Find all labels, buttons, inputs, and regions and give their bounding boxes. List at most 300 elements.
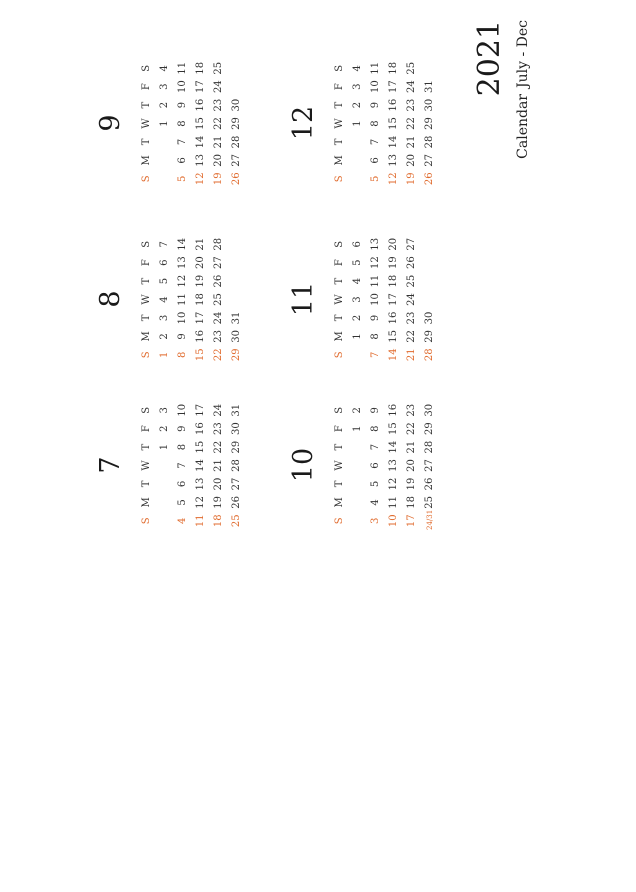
day-cell: 1 <box>352 333 363 340</box>
month-block <box>289 214 439 364</box>
day-cell: 9 <box>177 425 188 432</box>
day-cell: 2 <box>352 407 363 414</box>
weekday-header-sunday: S <box>141 175 152 183</box>
week-row <box>349 59 367 188</box>
day-cell: 4 <box>370 499 381 506</box>
week-row <box>192 59 210 188</box>
day-cell: 7 <box>159 241 170 248</box>
day-cell: 4 <box>159 65 170 72</box>
week-row <box>421 235 439 364</box>
week-row <box>156 59 174 188</box>
empty-day-cell <box>156 456 174 474</box>
week-row <box>192 235 210 364</box>
day-cell: 23 <box>213 98 224 112</box>
day-cell: 17 <box>388 293 399 306</box>
week-row <box>156 401 174 530</box>
sunday-day-cell: 14 <box>388 348 399 362</box>
empty-day-cell <box>349 456 367 474</box>
empty-day-cell <box>349 512 367 530</box>
week-row <box>385 235 403 364</box>
empty-day-cell <box>421 272 439 290</box>
day-cell: 28 <box>213 237 224 251</box>
day-cell: 8 <box>177 120 188 127</box>
weekday-header: S <box>334 240 345 248</box>
weekday-header: M <box>141 331 152 342</box>
empty-day-cell <box>421 235 439 253</box>
day-cell: 19 <box>388 256 399 270</box>
year-title: 2021 <box>472 20 507 97</box>
day-cell: 12 <box>370 256 381 270</box>
month-grid <box>331 401 439 530</box>
day-cell: 14 <box>195 135 206 149</box>
day-cell: 27 <box>213 256 224 270</box>
empty-day-cell <box>349 170 367 188</box>
empty-day-cell <box>156 512 174 530</box>
empty-day-cell <box>421 59 439 77</box>
sunday-day-cell: 26 <box>424 172 435 186</box>
sunday-day-cell: 12 <box>388 172 399 186</box>
day-cell: 10 <box>177 311 188 325</box>
sunday-day-cell: 29 <box>231 348 242 362</box>
sunday-day-cell: 25 <box>231 514 242 528</box>
day-cell: 30 <box>424 311 435 325</box>
month-number: 10 <box>288 447 319 483</box>
day-cell: 13 <box>195 477 206 491</box>
day-cell: 27 <box>231 477 242 491</box>
week-row <box>192 401 210 530</box>
day-cell: 3 <box>159 407 170 414</box>
day-cell: 15 <box>388 117 399 130</box>
day-cell: 30 <box>231 98 242 112</box>
day-cell: 31 <box>231 403 242 417</box>
subtitle-label: Calendar <box>515 94 531 159</box>
week-row <box>210 401 228 530</box>
sunday-day-cell: 19 <box>406 172 417 186</box>
weekday-header-row <box>331 235 349 364</box>
day-cell: 16 <box>388 311 399 325</box>
month-number: 8 <box>95 290 126 308</box>
day-cell: 9 <box>370 407 381 414</box>
day-cell: 29 <box>424 330 435 343</box>
month-number: 9 <box>95 114 126 132</box>
day-cell: 7 <box>177 462 188 469</box>
day-cell: 12 <box>195 496 206 509</box>
weekday-header: T <box>334 101 345 109</box>
day-cell: 29 <box>424 422 435 436</box>
day-cell: 2 <box>159 333 170 340</box>
day-cell: 20 <box>388 237 399 251</box>
day-cell: 2 <box>352 101 363 109</box>
day-cell: 25 <box>213 293 224 306</box>
day-cell: 17 <box>195 80 206 94</box>
day-cell: 21 <box>406 440 417 454</box>
empty-day-cell <box>349 493 367 511</box>
empty-day-cell <box>349 346 367 364</box>
week-row <box>385 401 403 530</box>
day-cell: 23 <box>406 98 417 112</box>
day-cell: 21 <box>406 135 417 149</box>
weekday-header: F <box>141 83 152 91</box>
sunday-day-cell: 15 <box>195 348 206 362</box>
weekday-header: S <box>334 64 345 72</box>
day-cell: 6 <box>370 462 381 469</box>
day-cell: 18 <box>388 274 399 288</box>
sunday-day-cell: 26 <box>231 172 242 186</box>
month-block <box>96 38 246 188</box>
empty-day-cell <box>156 475 174 493</box>
day-cell: 23 <box>406 311 417 325</box>
weekday-header-sunday: S <box>141 517 152 525</box>
day-cell: 11 <box>177 293 188 306</box>
month-block <box>289 38 439 188</box>
week-row <box>421 59 439 188</box>
day-cell: 6 <box>177 157 188 164</box>
empty-day-cell <box>228 253 246 271</box>
day-cell: 24 <box>213 80 224 94</box>
weekday-header: T <box>334 314 345 322</box>
day-cell: 22 <box>406 117 417 130</box>
day-cell: 11 <box>370 61 381 75</box>
day-cell: 1 <box>352 120 363 127</box>
day-cell: 3 <box>159 83 170 90</box>
day-cell: 19 <box>406 477 417 491</box>
weekday-header: S <box>141 406 152 414</box>
month-number: 7 <box>95 456 126 474</box>
day-cell: 26 <box>213 274 224 288</box>
month-grid <box>138 401 246 530</box>
empty-day-cell <box>349 133 367 151</box>
weekday-header-row <box>138 59 156 188</box>
day-cell: 6 <box>370 157 381 164</box>
day-cell: 6 <box>352 241 363 248</box>
day-cell: 18 <box>388 61 399 75</box>
day-cell: 7 <box>177 138 188 146</box>
day-cell: 31 <box>424 80 435 94</box>
weekday-header: F <box>334 83 345 91</box>
day-cell: 23 <box>406 403 417 417</box>
month-block <box>96 380 246 530</box>
weekday-header-sunday: S <box>141 351 152 359</box>
day-cell: 20 <box>195 256 206 270</box>
day-cell: 14 <box>388 135 399 149</box>
week-row <box>228 59 246 188</box>
week-row <box>367 401 385 530</box>
weekday-header: T <box>141 277 152 285</box>
day-cell: 30 <box>424 98 435 112</box>
week-row <box>210 235 228 364</box>
day-cell: 22 <box>213 440 224 454</box>
day-cell: 16 <box>195 422 206 436</box>
empty-day-cell <box>156 170 174 188</box>
weekday-header: T <box>334 277 345 285</box>
weekday-header: W <box>141 460 152 471</box>
day-cell: 10 <box>177 80 188 94</box>
weekday-header: T <box>334 138 345 146</box>
weekday-header: T <box>141 480 152 488</box>
day-cell: 16 <box>388 403 399 417</box>
day-cell: 12 <box>388 477 399 491</box>
sunday-day-cell: 28 <box>424 348 435 362</box>
day-cell: 28 <box>231 135 242 149</box>
weekday-header: F <box>334 425 345 433</box>
day-cell: 15 <box>388 330 399 343</box>
weekday-header-row <box>138 401 156 530</box>
day-cell: 6 <box>177 480 188 488</box>
empty-day-cell <box>228 77 246 95</box>
month-block <box>96 214 246 364</box>
weekday-header: F <box>141 425 152 433</box>
week-row <box>403 235 421 364</box>
week-row <box>228 401 246 530</box>
day-cell: 2 <box>159 425 170 432</box>
sunday-day-cell: 10 <box>388 514 399 528</box>
day-cell: 15 <box>388 422 399 436</box>
day-cell: 8 <box>177 443 188 451</box>
month-grid <box>331 59 439 188</box>
week-row <box>367 235 385 364</box>
day-cell: 17 <box>195 403 206 417</box>
title-block <box>473 20 533 200</box>
month-grid <box>138 235 246 364</box>
empty-day-cell <box>228 235 246 253</box>
day-cell: 3 <box>352 83 363 90</box>
empty-day-cell <box>349 151 367 169</box>
empty-day-cell <box>228 290 246 308</box>
day-cell: 24 <box>213 403 224 417</box>
day-cell: 21 <box>195 237 206 251</box>
day-cell: 25 <box>213 61 224 75</box>
day-cell: 7 <box>370 138 381 146</box>
day-cell: 5 <box>370 480 381 488</box>
weekday-header: F <box>334 259 345 267</box>
empty-day-cell <box>228 59 246 77</box>
month-grid <box>138 59 246 188</box>
weekday-header: T <box>141 101 152 109</box>
weekday-header: S <box>334 406 345 414</box>
day-cell: 4 <box>159 296 170 303</box>
week-row <box>156 235 174 364</box>
day-cell: 11 <box>370 274 381 288</box>
subtitle <box>513 20 533 200</box>
day-cell: 26 <box>406 256 417 270</box>
day-cell: 29 <box>231 440 242 454</box>
weekday-header: S <box>141 64 152 72</box>
day-cell: 27 <box>424 459 435 472</box>
weekday-header: W <box>334 460 345 471</box>
weekday-header: M <box>334 155 345 166</box>
day-cell: 3 <box>352 296 363 303</box>
weekday-header: M <box>141 155 152 166</box>
day-cell: 16 <box>195 98 206 112</box>
day-cell: 28 <box>424 440 435 454</box>
day-cell: 13 <box>177 256 188 270</box>
day-cell: 28 <box>424 135 435 149</box>
week-row <box>174 401 192 530</box>
day-cell: 4 <box>352 277 363 285</box>
day-cell: 27 <box>406 237 417 251</box>
day-cell: 25 <box>424 496 435 509</box>
day-cell: 13 <box>388 154 399 167</box>
weekday-header: W <box>334 294 345 305</box>
empty-day-cell <box>156 133 174 151</box>
day-cell: 25 <box>406 61 417 75</box>
weekday-header: W <box>141 294 152 305</box>
day-cell: 1 <box>159 120 170 127</box>
sunday-day-cell: 22 <box>213 348 224 362</box>
day-cell: 18 <box>406 496 417 509</box>
day-cell: 18 <box>195 293 206 306</box>
month-number: 11 <box>288 281 319 317</box>
day-cell: 1 <box>159 443 170 451</box>
day-cell: 3 <box>159 314 170 322</box>
day-cell: 25 <box>406 274 417 288</box>
sunday-day-cell: 19 <box>213 172 224 186</box>
day-cell: 10 <box>177 403 188 417</box>
day-cell: 30 <box>231 422 242 436</box>
day-cell: 23 <box>213 330 224 343</box>
day-cell: 29 <box>231 117 242 130</box>
sunday-day-cell: 3 <box>370 517 381 524</box>
day-cell: 8 <box>370 120 381 127</box>
day-cell: 13 <box>195 154 206 167</box>
month-block <box>289 380 439 530</box>
day-cell: 13 <box>370 237 381 251</box>
day-cell: 30 <box>424 403 435 417</box>
day-cell: 10 <box>370 293 381 306</box>
day-cell: 5 <box>159 277 170 285</box>
weekday-header: T <box>334 443 345 451</box>
sunday-day-cell: 21 <box>406 348 417 362</box>
weekday-header-row <box>331 59 349 188</box>
day-cell: 9 <box>370 101 381 109</box>
weekday-header: W <box>141 118 152 129</box>
day-cell: 5 <box>177 499 188 506</box>
day-cell: 17 <box>195 311 206 325</box>
day-cell: 10 <box>370 80 381 94</box>
day-cell: 6 <box>159 259 170 266</box>
day-cell: 21 <box>213 459 224 472</box>
day-cell: 18 <box>195 61 206 75</box>
sunday-day-cell: 12 <box>195 172 206 186</box>
week-row <box>403 401 421 530</box>
week-row <box>210 59 228 188</box>
week-row <box>349 401 367 530</box>
day-cell: 11 <box>177 61 188 75</box>
day-cell: 13 <box>388 459 399 472</box>
day-cell: 8 <box>370 333 381 340</box>
empty-day-cell <box>349 438 367 456</box>
day-cell: 14 <box>195 459 206 472</box>
week-row <box>421 401 439 530</box>
day-cell: 15 <box>195 440 206 454</box>
day-cell: 2 <box>159 101 170 109</box>
sunday-day-cell: 17 <box>406 514 417 528</box>
day-cell: 24 <box>213 311 224 325</box>
day-cell: 26 <box>424 477 435 491</box>
day-cell: 24 <box>406 293 417 306</box>
empty-day-cell <box>156 493 174 511</box>
sunday-day-cell: 5 <box>370 175 381 182</box>
weekday-header: T <box>141 443 152 451</box>
day-cell: 28 <box>231 459 242 472</box>
day-cell: 8 <box>370 425 381 432</box>
week-row <box>367 59 385 188</box>
day-cell: 11 <box>388 496 399 509</box>
weekday-header-sunday: S <box>334 175 345 183</box>
week-row <box>403 59 421 188</box>
day-cell: 19 <box>195 274 206 288</box>
empty-day-cell <box>156 151 174 169</box>
day-cell: 14 <box>177 237 188 251</box>
day-cell: 15 <box>195 117 206 130</box>
sunday-day-cell: 5 <box>177 175 188 182</box>
weekday-header: M <box>141 497 152 508</box>
sunday-day-cell: 11 <box>195 514 206 528</box>
day-cell: 26 <box>231 496 242 509</box>
day-cell: 30 <box>231 330 242 343</box>
day-cell: 2 <box>352 314 363 322</box>
weekday-header: F <box>141 259 152 267</box>
sunday-day-cell: 8 <box>177 351 188 358</box>
day-cell: 20 <box>406 154 417 167</box>
day-cell: 20 <box>213 154 224 167</box>
day-cell: 22 <box>406 422 417 436</box>
weekday-header-sunday: S <box>334 351 345 359</box>
sunday-day-cell: 24/31 <box>426 509 434 530</box>
day-cell: 9 <box>370 314 381 322</box>
day-cell: 27 <box>231 154 242 167</box>
day-cell: 21 <box>213 135 224 149</box>
weekday-header: S <box>141 240 152 248</box>
weekday-header-row <box>138 235 156 364</box>
sunday-day-cell: 18 <box>213 514 224 528</box>
month-grid <box>331 235 439 364</box>
day-cell: 12 <box>177 274 188 288</box>
day-cell: 23 <box>213 422 224 436</box>
week-row <box>174 59 192 188</box>
day-cell: 4 <box>352 65 363 72</box>
empty-day-cell <box>421 290 439 308</box>
empty-day-cell <box>421 253 439 271</box>
sunday-day-cell: 7 <box>370 351 381 358</box>
weekday-header: T <box>334 480 345 488</box>
sunday-day-cell: 4 <box>177 517 188 524</box>
weekday-header: W <box>334 118 345 129</box>
day-cell: 17 <box>388 80 399 94</box>
week-row <box>385 59 403 188</box>
empty-day-cell <box>228 272 246 290</box>
day-cell: 7 <box>370 443 381 451</box>
weekday-header-sunday: S <box>334 517 345 525</box>
week-row <box>228 235 246 364</box>
weekday-header: M <box>334 497 345 508</box>
day-cell: 29 <box>424 117 435 130</box>
week-row <box>174 235 192 364</box>
day-cell: 5 <box>352 259 363 266</box>
day-cell: 19 <box>213 496 224 509</box>
empty-day-cell <box>349 475 367 493</box>
weekday-header-row <box>331 401 349 530</box>
day-cell: 9 <box>177 333 188 340</box>
weekday-header: M <box>334 331 345 342</box>
weekday-header: T <box>141 314 152 322</box>
month-number: 12 <box>288 105 319 141</box>
day-cell: 27 <box>424 154 435 167</box>
day-cell: 20 <box>213 477 224 491</box>
day-cell: 20 <box>406 459 417 472</box>
day-cell: 16 <box>388 98 399 112</box>
day-cell: 1 <box>352 425 363 432</box>
